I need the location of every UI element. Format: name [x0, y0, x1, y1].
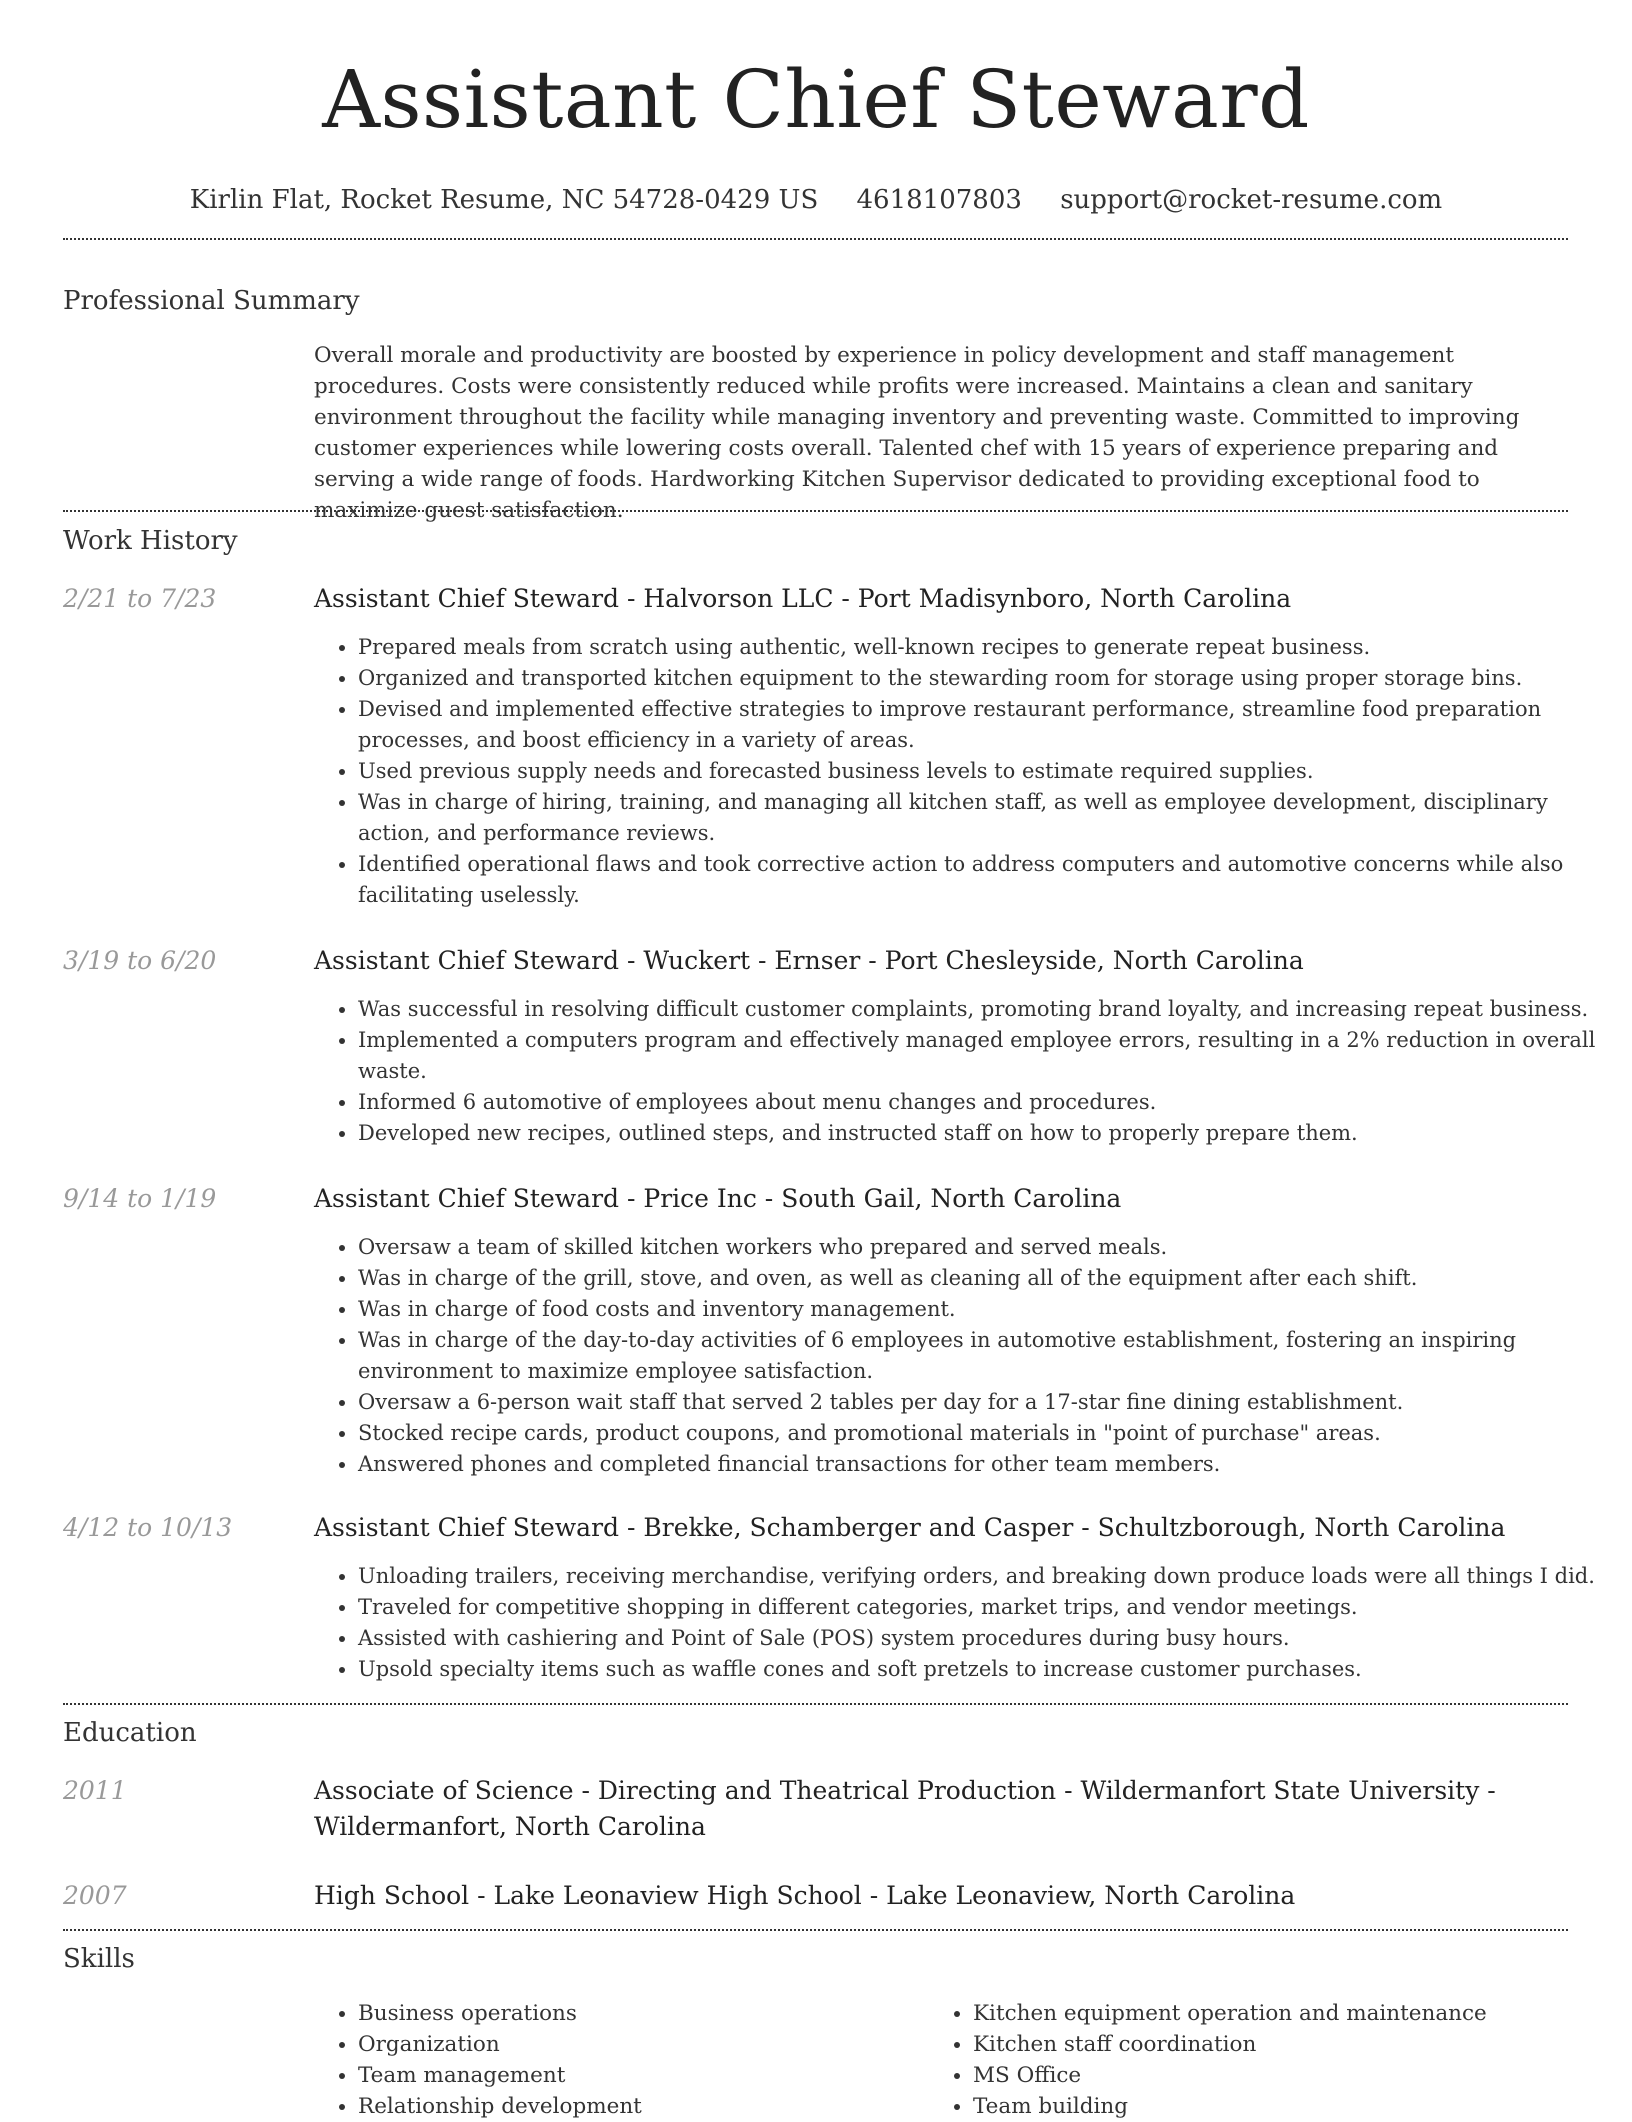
section-title-education: Education: [63, 1718, 197, 1748]
job-title: Assistant Chief Steward - Halvorson LLC - Port Madisynboro, North Carolina: [314, 584, 1292, 613]
list-item: • Assisted with cashiering and Point of Sale (POS) system procedures during busy hours.: [358, 1623, 1614, 1654]
list-item: • Implemented a computers program and effectively managed employee errors, resulting in a 2% reduction in overall waste.: [358, 1025, 1614, 1087]
section-title-work: Work History: [63, 526, 238, 556]
job-bullets: [314, 1561, 1614, 1685]
job-title: Assistant Chief Steward - Brekke, Schamberger and Casper - Schultzborough, North Carolina: [314, 1513, 1506, 1542]
list-item: • Team management: [358, 2060, 928, 2091]
section-title-skills: Skills: [63, 1944, 135, 1974]
job-title: Assistant Chief Steward - Price Inc - South Gail, North Carolina: [314, 1184, 1122, 1213]
list-item: • Team building: [973, 2091, 1613, 2122]
job-title: Assistant Chief Steward - Wuckert - Ernser - Port Chesleyside, North Carolina: [314, 946, 1304, 975]
list-item: • Oversaw a team of skilled kitchen workers who prepared and served meals.: [358, 1232, 1614, 1263]
list-item: • Developed new recipes, outlined steps, and instructed staff on how to properly prepare them.: [358, 1118, 1614, 1149]
skills-list-right: [929, 1998, 1613, 2122]
list-item: • Stocked recipe cards, product coupons, and promotional materials in "point of purchase" areas.: [358, 1418, 1614, 1449]
education-year: 2011: [63, 1776, 127, 1805]
list-item: • Identified operational flaws and took corrective action to address computers and automotive concerns while also facilitating uselessly.: [358, 849, 1614, 911]
list-item: • Was successful in resolving difficult customer complaints, promoting brand loyalty, and increasing repeat business.: [358, 994, 1614, 1025]
list-item: • Kitchen staff coordination: [973, 2029, 1613, 2060]
summary-text: Overall morale and productivity are boosted by experience in policy development and staff management procedures. Costs were consistently reduced while profits were increased. Maintains a clean and sanitary environment throughout the facility while managing inventory and preventing waste. Committed to improving customer experiences while lowering costs overall. Talented chef with 15 years of experience preparing and serving a wide range of foods. Hardworking Kitchen Supervisor dedicated to providing exceptional food to maximize guest satisfaction.: [314, 343, 1520, 523]
list-item: • Unloading trailers, receiving merchandise, verifying orders, and breaking down produce loads were all things I did.: [358, 1561, 1614, 1592]
job-bullets: [314, 994, 1614, 1149]
list-item: • Used previous supply needs and forecasted business levels to estimate required supplies.: [358, 756, 1614, 787]
education-title: Associate of Science - Directing and Theatrical Production - Wildermanfort State University - Wildermanfort, North Carolina: [314, 1776, 1496, 1841]
skills-list-left: [314, 1998, 928, 2122]
job-dates: 3/19 to 6/20: [63, 946, 217, 975]
job-bullets: [314, 632, 1614, 911]
list-item: • Oversaw a 6-person wait staff that served 2 tables per day for a 17-star fine dining establishment.: [358, 1387, 1614, 1418]
divider: [63, 1703, 1568, 1705]
list-item: • Was in charge of food costs and inventory management.: [358, 1294, 1614, 1325]
job-bullets: [314, 1232, 1614, 1480]
list-item: • MS Office: [973, 2060, 1613, 2091]
list-item: • Was in charge of hiring, training, and managing all kitchen staff, as well as employee development, disciplinary action, and performance reviews.: [358, 787, 1614, 849]
divider: [63, 510, 1568, 512]
list-item: • Business operations: [358, 1998, 928, 2029]
job-dates: 4/12 to 10/13: [63, 1513, 233, 1542]
list-item: • Kitchen equipment operation and maintenance: [973, 1998, 1613, 2029]
list-item: • Informed 6 automotive of employees about menu changes and procedures.: [358, 1087, 1614, 1118]
list-item: • Relationship development: [358, 2091, 928, 2122]
contact-line: [0, 184, 1632, 216]
contact-email: support@rocket-resume.com: [1060, 185, 1443, 215]
divider: [63, 1929, 1568, 1931]
job-dates: 2/21 to 7/23: [63, 584, 217, 613]
resume-name: Assistant Chief Steward: [322, 53, 1310, 146]
section-title-summary: Professional Summary: [63, 286, 360, 316]
list-item: • Organization: [358, 2029, 928, 2060]
list-item: • Answered phones and completed financial transactions for other team members.: [358, 1449, 1614, 1480]
job-dates: 9/14 to 1/19: [63, 1184, 217, 1213]
contact-address: Kirlin Flat, Rocket Resume, NC 54728-0429 US: [189, 185, 819, 215]
education-year: 2007: [63, 1881, 127, 1910]
list-item: • Upsold specialty items such as waffle cones and soft pretzels to increase customer purchases.: [358, 1654, 1614, 1685]
contact-phone: 4618107803: [856, 185, 1022, 215]
list-item: • Prepared meals from scratch using authentic, well-known recipes to generate repeat business.: [358, 632, 1614, 663]
list-item: • Traveled for competitive shopping in different categories, market trips, and vendor meetings.: [358, 1592, 1614, 1623]
list-item: • Devised and implemented effective strategies to improve restaurant performance, streamline food preparation processes, and boost efficiency in a variety of areas.: [358, 694, 1614, 756]
divider: [63, 238, 1568, 240]
education-title: High School - Lake Leonaview High School - Lake Leonaview, North Carolina: [314, 1881, 1296, 1910]
list-item: • Was in charge of the grill, stove, and oven, as well as cleaning all of the equipment after each shift.: [358, 1263, 1614, 1294]
list-item: • Was in charge of the day-to-day activities of 6 employees in automotive establishment, fostering an inspiring environment to maximize employee satisfaction.: [358, 1325, 1614, 1387]
list-item: • Organized and transported kitchen equipment to the stewarding room for storage using proper storage bins.: [358, 663, 1614, 694]
